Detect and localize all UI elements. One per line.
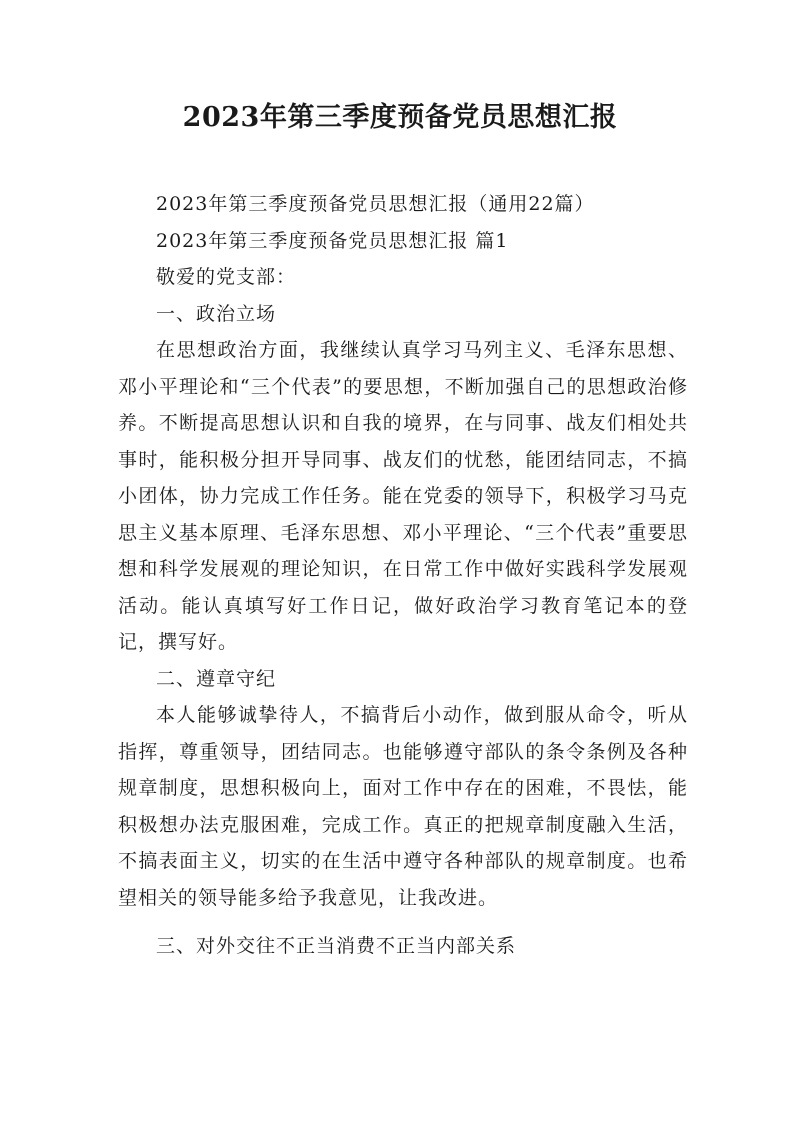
paragraph-political-stance: 在思想政治方面，我继续认真学习马列主义、毛泽东思想、邓小平理论和“三个代表”的要思想，不断加强自己的思想政治修养。不断提高思想认识和自我的境界，在与同事、战友们相处共事时，能积极分担开导同事、战友们的忧愁，能团结同志，不搞小团体，协力完成工作任务。能在党委的领导下，积极学习马克思主义基本原理、毛泽东思想、邓小平理论、“三个代表”重要思想和科学发展观的理论知识，在日常工作中做好实践科学发展观活动。能认真填写好工作日记，做好政治学习教育笔记本的登记，撰写好。 xyxy=(118,339,688,653)
document-body xyxy=(118,186,688,965)
section-heading-political-stance: 一、政治立场 xyxy=(156,302,277,325)
paragraph-collection-heading: 2023年第三季度预备党员思想汇报（通用22篇） xyxy=(156,193,595,215)
section-heading-external-relations: 三、对外交往不正当消费不正当内部关系 xyxy=(156,935,517,957)
paragraph-article-heading: 2023年第三季度预备党员思想汇报 篇1 xyxy=(156,229,509,252)
document-title: 2023年第三季度预备党员思想汇报 xyxy=(182,102,618,133)
paragraph-salutation: 敬爱的党支部： xyxy=(156,266,297,288)
section-heading-discipline: 二、遵章守纪 xyxy=(156,667,277,690)
paragraph-discipline: 本人能够诚挚待人，不搞背后小动作，做到服从命令，听从指挥，尊重领导，团结同志。也能够遵守部队的条令条例及各种规章制度，思想积极向上，面对工作中存在的困难，不畏怯，能积极想办法克服困难，完成工作。真正的把规章制度融入生活，不搞表面主义，切实的在生活中遵守各种部队的规章制度。也希望相关的领导能多给予我意见，让我改进。 xyxy=(118,704,688,909)
